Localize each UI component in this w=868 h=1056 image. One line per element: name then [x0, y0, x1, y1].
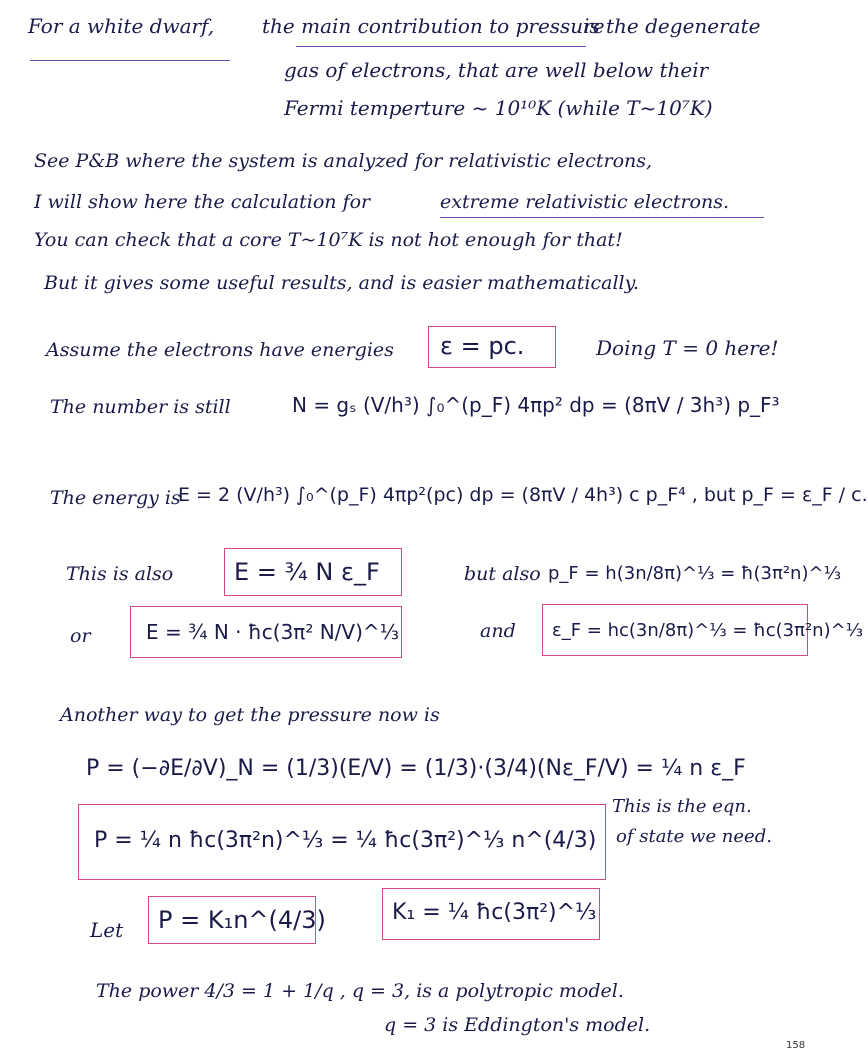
energy-equation: E = 2 (V/h³) ∫₀^(p_F) 4πp²(pc) dp = (8πV / 4h³) c p_F⁴ , but p_F = ε_F / c.	[178, 484, 868, 506]
and-label: and	[480, 620, 516, 642]
eos-note-1: This is the eqn.	[612, 796, 752, 817]
line1-highlight: the main contribution to pressure	[262, 14, 605, 38]
also-equation: E = ¾ N ε_F	[234, 558, 380, 586]
number-label: The number is still	[50, 396, 231, 418]
let-label: Let	[90, 918, 124, 942]
line1-end: is the degenerate	[583, 14, 761, 38]
doing-t-zero: Doing T = 0 here!	[596, 336, 779, 360]
k-equation: K₁ = ¼ ħc(3π²)^⅓	[392, 900, 597, 925]
underline-white-dwarf	[30, 60, 230, 61]
but-also-label: but also	[464, 563, 541, 585]
p2-line1: See P&B where the system is analyzed for relativistic electrons,	[34, 150, 653, 172]
energy-label: The energy is	[50, 487, 181, 509]
eos-note-2: of state we need.	[616, 826, 772, 847]
underline-main-contribution	[296, 46, 586, 47]
or-label: or	[70, 625, 91, 647]
p2-line2a: I will show here the calculation for	[34, 191, 371, 213]
p2-line2b: extreme relativistic electrons.	[440, 191, 730, 213]
page-number: 158	[786, 1040, 806, 1051]
or-equation: E = ¾ N · ħc(3π² N/V)^⅓	[146, 620, 400, 644]
let-equation: P = K₁n^(4/3)	[158, 906, 326, 934]
power-line-1: The power 4/3 = 1 + 1/q , q = 3, is a polytropic model.	[96, 980, 624, 1002]
line3: Fermi temperture ~ 10¹⁰K (while T~10⁷K)	[284, 96, 713, 120]
pressure-derivation: P = (−∂E/∂V)_N = (1/3)(E/V) = (1/3)·(3/4)(Nε_F/V) = ¼ n ε_F	[86, 756, 746, 781]
line1-start: For a white dwarf,	[28, 14, 215, 38]
ef-equation: ε_F = hc(3n/8π)^⅓ = ħc(3π²n)^⅓	[552, 620, 864, 641]
pressure-eos: P = ¼ n ħc(3π²n)^⅓ = ¼ ħc(3π²)^⅓ n^(4/3)	[94, 828, 597, 853]
also-label: This is also	[66, 563, 174, 585]
assume-equation: ε = pc.	[440, 332, 525, 360]
number-equation: N = gₛ (V/h³) ∫₀^(p_F) 4πp² dp = (8πV / 3h³) p_F³	[292, 393, 780, 417]
underline-extreme-relativistic	[440, 217, 764, 218]
p2-line4: But it gives some useful results, and is easier mathematically.	[44, 272, 639, 294]
power-line-2: q = 3 is Eddington's model.	[384, 1014, 651, 1036]
another-way-label: Another way to get the pressure now is	[60, 704, 440, 726]
pf-equation: p_F = h(3n/8π)^⅓ = ħ(3π²n)^⅓	[548, 563, 842, 584]
line2: gas of electrons, that are well below their	[284, 58, 709, 82]
assume-label: Assume the electrons have energies	[46, 339, 394, 361]
p2-line3: You can check that a core T~10⁷K is not hot enough for that!	[34, 229, 623, 251]
